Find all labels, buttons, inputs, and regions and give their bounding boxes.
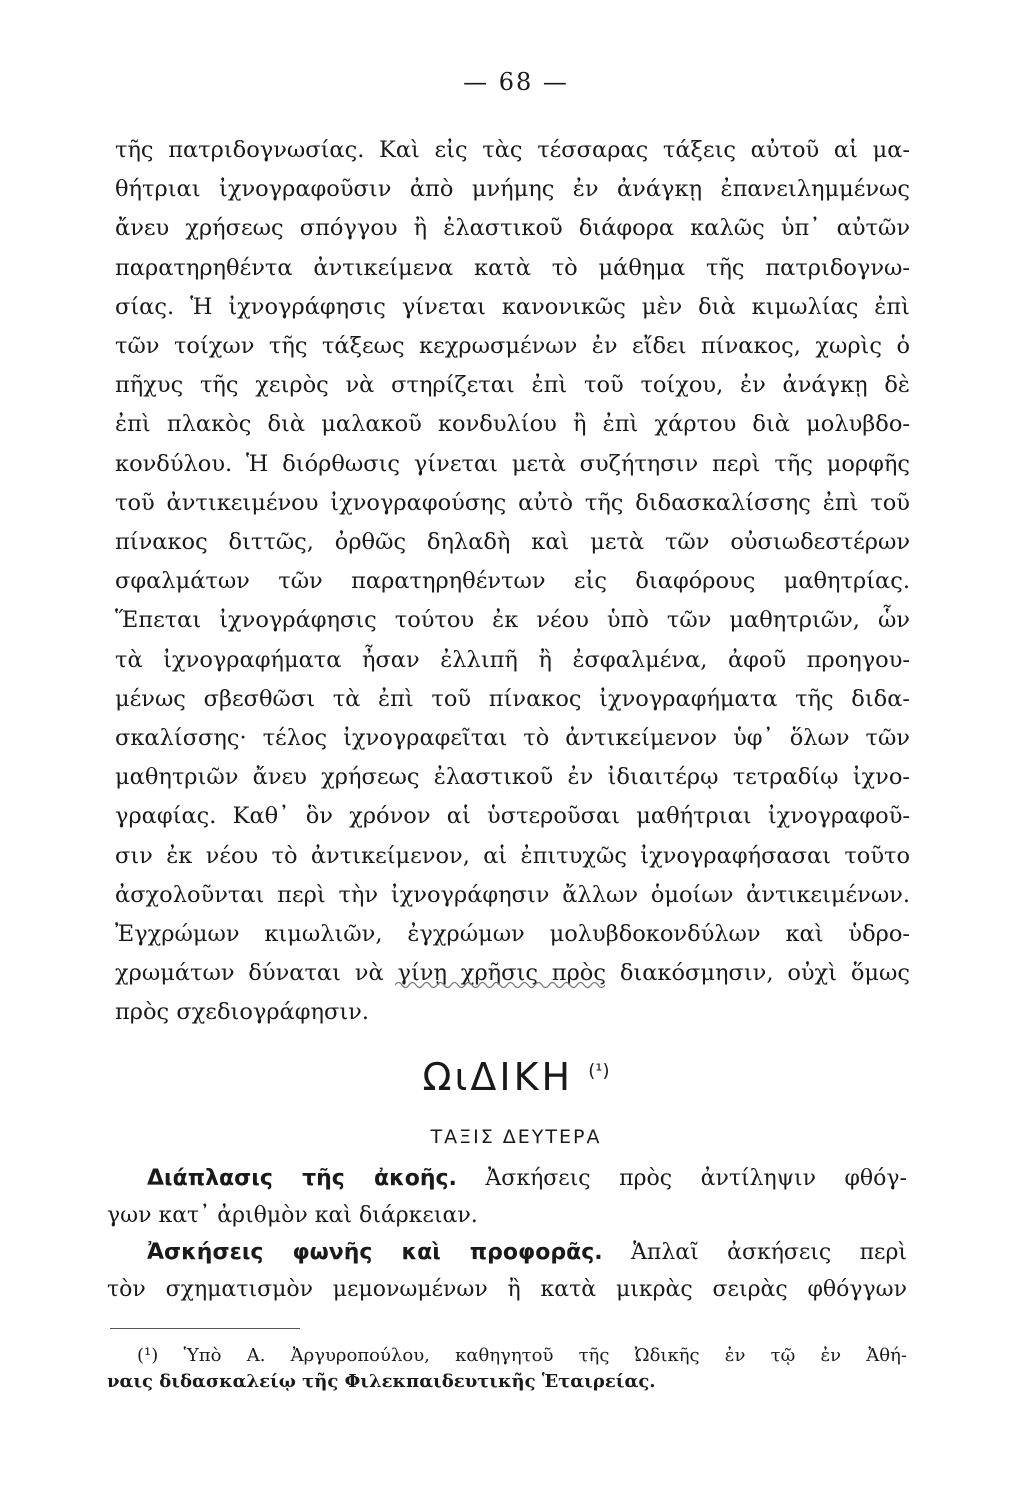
body-line: τῶν τοίχων τῆς τάξεως κεχρωσμένων ἐν εἴδει πίνακος, χωρὶς ὁ bbox=[115, 333, 910, 360]
body-line: τὰ ἰχνογραφήματα ἦσαν ἐλλιπῆ ἢ ἐσφαλμένα, ἀφοῦ προηγου- bbox=[115, 646, 910, 673]
wavy-divider bbox=[395, 978, 605, 992]
body-line: θήτριαι ἰχνογραφοῦσιν ἀπὸ μνήμης ἐν ἀνάγκῃ ἐπανειλημμένως bbox=[115, 176, 910, 203]
page-number: — 68 — bbox=[463, 68, 569, 96]
body-line: πρὸς σχεδιογράφησιν. bbox=[115, 999, 369, 1026]
footnote-marker: (¹) bbox=[588, 1060, 610, 1082]
body-line: παρατηρηθέντα ἀντικείμενα κατὰ τὸ μάθημα τῆς πατριδογνω- bbox=[115, 254, 910, 281]
body-line: σιν ἐκ νέου τὸ ἀντικείμενον, αἱ ἐπιτυχῶς ἰχνογραφήσασαι τοῦτο bbox=[115, 842, 910, 869]
section-paragraphs bbox=[107, 1160, 907, 1308]
body-line: πῆχυς τῆς χειρὸς νὰ στηρίζεται ἐπὶ τοῦ τοίχου, ἐν ἀνάγκῃ δὲ bbox=[115, 372, 910, 399]
body-line: μαθητριῶν ἄνευ χρήσεως ἐλαστικοῦ ἐν ἰδιαιτέρῳ τετραδίῳ ἰχνο- bbox=[115, 764, 910, 791]
body-line: τῆς πατριδογνωσίας. Καὶ εἰς τὰς τέσσαρας τάξεις αὐτοῦ αἱ μα- bbox=[115, 137, 910, 163]
paragraph-text: Ἁπλαῖ ἀσκήσεις περὶ bbox=[630, 1240, 908, 1265]
footnote-text: Ὑπὸ Α. Ἀργυροπούλου, καθηγητοῦ τῆς Ὠδικῆς ἐν τῷ ἐν Ἀθή- bbox=[183, 1345, 908, 1366]
paragraph-text: Ἀσκήσεις πρὸς ἀντίληψιν φθόγ- bbox=[485, 1166, 907, 1191]
footnote-line: ναις διδασκαλείῳ τῆς Φιλεκπαιδευτικῆς Ἑταιρείας. bbox=[107, 1371, 656, 1392]
body-text bbox=[115, 131, 910, 1033]
body-line: χρωμάτων δύναται νὰ γίνῃ χρῆσις πρὸς διακόσμησιν, οὐχὶ ὅμως bbox=[115, 960, 910, 987]
footnote bbox=[107, 1343, 907, 1395]
subsection-title: ΤΑΞΙΣ ΔΕΥΤΕΡΑ bbox=[430, 1126, 602, 1148]
paragraph-heading: Ἀσκήσεις φωνῆς καὶ προφορᾶς. bbox=[147, 1240, 603, 1265]
body-line: σκαλίσσης· τέλος ἰχνογραφεῖται τὸ ἀντικείμενον ὑφ᾽ ὅλων τῶν bbox=[115, 725, 910, 752]
body-line: τοῦ ἀντικειμένου ἰχνογραφούσης αὐτὸ τῆς διδασκαλίσσης ἐπὶ τοῦ bbox=[115, 489, 910, 516]
section-title-text: ΩιΔΙΚΗ bbox=[422, 1055, 574, 1099]
body-line: Ἐγχρώμων κιμωλιῶν, ἐγχρώμων μολυβδοκονδύλων καὶ ὑδρο- bbox=[115, 921, 910, 948]
paragraph-line: γων κατ᾽ ἀριθμὸν καὶ διάρκειαν. bbox=[107, 1203, 478, 1228]
body-line: σφαλμάτων τῶν παρατηρηθέντων εἰς διαφόρους μαθητρίας. bbox=[115, 568, 910, 595]
body-line: μένως σβεσθῶσι τὰ ἐπὶ τοῦ πίνακος ἰχνογραφήματα τῆς διδα- bbox=[115, 685, 910, 712]
body-line: Ἕπεται ἰχνογράφησις τούτου ἐκ νέου ὑπὸ τῶν μαθητριῶν, ὧν bbox=[115, 607, 910, 634]
body-line: ἀσχολοῦνται περὶ τὴν ἰχνογράφησιν ἄλλων ὁμοίων ἀντικειμένων. bbox=[115, 881, 910, 908]
body-line: ἄνευ χρήσεως σπόγγου ἢ ἐλαστικοῦ διάφορα καλῶς ὑπ᾽ αὐτῶν bbox=[115, 215, 910, 242]
body-line: κονδύλου. Ἡ διόρθωσις γίνεται μετὰ συζήτησιν περὶ τῆς μορφῆς bbox=[115, 450, 910, 477]
paragraph-line bbox=[107, 1234, 907, 1271]
footnote-mark: (¹) bbox=[137, 1345, 159, 1366]
body-line: ἐπὶ πλακὸς διὰ μαλακοῦ κονδυλίου ἢ ἐπὶ χάρτου διὰ μολυβδο- bbox=[115, 411, 910, 438]
footnote-rule bbox=[110, 1328, 300, 1329]
body-line: γραφίας. Καθ᾽ ὃν χρόνον αἱ ὑστεροῦσαι μαθήτριαι ἰχνογραφοῦ- bbox=[115, 803, 910, 830]
footnote-line bbox=[107, 1343, 907, 1369]
body-line: πίνακος διττῶς, ὀρθῶς δηλαδὴ καὶ μετὰ τῶν οὐσιωδεστέρων bbox=[115, 529, 910, 556]
paragraph-line: τὸν σχηματισμὸν μεμονωμένων ἢ κατὰ μικρὰς σειρὰς φθόγγων bbox=[107, 1277, 907, 1302]
body-line: σίας. Ἡ ἰχνογράφησις γίνεται κανονικῶς μὲν διὰ κιμωλίας ἐπὶ bbox=[115, 293, 910, 320]
section-title bbox=[0, 1055, 1032, 1099]
paragraph-heading: Διάπλασις τῆς ἀκοῆς. bbox=[147, 1166, 457, 1191]
paragraph-line bbox=[107, 1160, 907, 1197]
